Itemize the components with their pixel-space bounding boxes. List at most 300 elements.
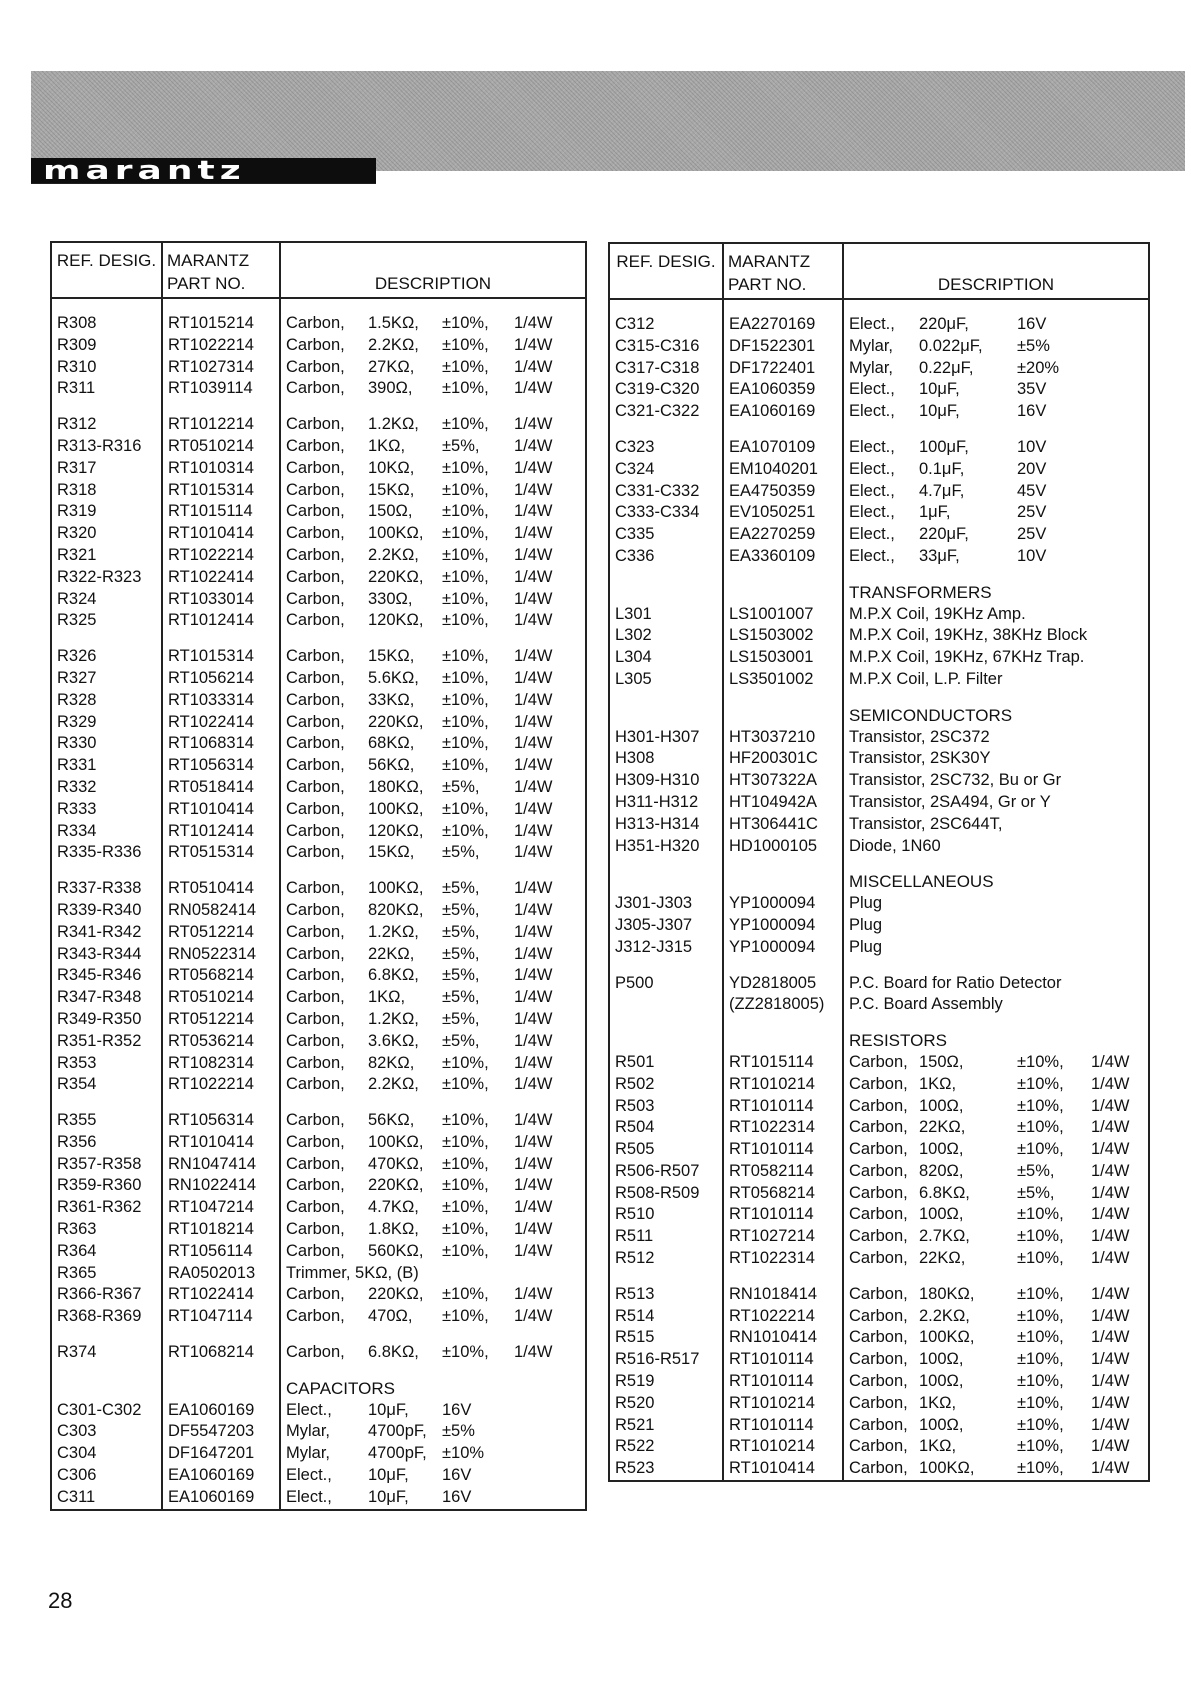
description-cell (280, 1154, 586, 1176)
table-row (609, 893, 1149, 915)
desc-rating: ±10%, (442, 335, 489, 354)
table-row (51, 1263, 586, 1285)
ref-desig-cell: C311 (51, 1487, 162, 1510)
part-no-cell: RT1015214 (162, 313, 280, 335)
description-cell (280, 944, 586, 966)
ref-desig-cell: R349-R350 (51, 1009, 162, 1031)
desc-rating: 16V (442, 1400, 472, 1419)
desc-type: Carbon, (286, 335, 345, 354)
desc-type: Carbon, (286, 647, 345, 666)
part-no-cell: RN1022414 (162, 1175, 280, 1197)
description-cell (280, 378, 586, 400)
table-row (51, 987, 586, 1009)
description-cell (280, 1443, 586, 1465)
desc-power: 1/4W (514, 1198, 553, 1217)
ref-desig-cell: R309 (51, 335, 162, 357)
brand-logo: marantz (31, 158, 376, 184)
table-row (51, 313, 586, 335)
description-cell (843, 1371, 1149, 1393)
table-row (51, 1443, 586, 1465)
col-header-description: DESCRIPTION (843, 243, 1149, 299)
desc-rating: ±10%, (442, 611, 489, 630)
desc-rating: 16V (442, 1466, 472, 1485)
desc-type: Carbon, (286, 690, 345, 709)
part-no-cell: EA2270169 (723, 314, 843, 336)
desc-value: 15KΩ, (368, 480, 415, 499)
desc-value: 2.7KΩ, (919, 1227, 970, 1246)
empty-cell (609, 705, 723, 727)
ref-desig-cell: H351-H320 (609, 836, 723, 858)
description-cell (843, 1349, 1149, 1371)
desc-type: Elect., (849, 546, 895, 565)
part-no-cell: RT0518414 (162, 777, 280, 799)
part-no-cell: RT1033014 (162, 589, 280, 611)
ref-desig-cell: C335 (609, 524, 723, 546)
desc-value: 1KΩ, (919, 1437, 957, 1456)
table-row (51, 1132, 586, 1154)
table-row (51, 1219, 586, 1241)
desc-type: Carbon, (286, 668, 345, 687)
ref-desig-cell: R513 (609, 1284, 723, 1306)
desc-power: 1/4W (514, 1111, 553, 1130)
part-no-cell: RT1012214 (162, 414, 280, 436)
table-row (51, 480, 586, 502)
ref-desig-cell: C317-C318 (609, 358, 723, 380)
ref-desig-cell: R345-R346 (51, 965, 162, 987)
description-cell (843, 358, 1149, 380)
description-cell (843, 1117, 1149, 1139)
desc-power: 1/4W (514, 1154, 553, 1173)
desc-type: Carbon, (849, 1372, 908, 1391)
desc-value: 0.1μF, (919, 459, 965, 478)
part-no-cell: RN0582414 (162, 900, 280, 922)
ref-desig-cell: C324 (609, 459, 723, 481)
description-cell (280, 987, 586, 1009)
description-cell (280, 1421, 586, 1443)
description-cell: M.P.X Coil, 19KHz, 67KHz Trap. (843, 647, 1149, 669)
desc-power: 1/4W (514, 756, 553, 775)
desc-value: 1.2KΩ, (368, 922, 419, 941)
desc-type: Elect., (849, 459, 895, 478)
desc-power: 1/4W (514, 415, 553, 434)
desc-power: 1/4W (1091, 1306, 1130, 1325)
ref-desig-cell: J301-J303 (609, 893, 723, 915)
part-no-cell: DF1522301 (723, 336, 843, 358)
description-cell (280, 1342, 586, 1364)
desc-rating: ±10%, (1017, 1096, 1064, 1115)
empty-cell (609, 691, 723, 705)
part-no-cell: RT1022414 (162, 1284, 280, 1306)
desc-power: 1/4W (514, 480, 553, 499)
part-no-cell: EA4750359 (723, 481, 843, 503)
ref-desig-cell: H301-H307 (609, 727, 723, 749)
col-header-ref-desig: REF. DESIG. (609, 243, 723, 299)
part-no-cell: RT1027214 (723, 1226, 843, 1248)
desc-rating: ±10%, (442, 1176, 489, 1195)
part-no-cell: RT0510414 (162, 878, 280, 900)
desc-power: 1/4W (514, 777, 553, 796)
table-row (609, 546, 1149, 568)
part-no-cell: RT1022314 (723, 1117, 843, 1139)
ref-desig-cell: R514 (609, 1306, 723, 1328)
table-header-row (609, 243, 1149, 299)
table-row (609, 459, 1149, 481)
desc-power: 1/4W (1091, 1393, 1130, 1412)
part-no-cell: RT1033314 (162, 690, 280, 712)
desc-type: Carbon, (849, 1205, 908, 1224)
ref-desig-cell: R308 (51, 313, 162, 335)
section-heading: SEMICONDUCTORS (843, 705, 1149, 727)
ref-desig-cell: C321-C322 (609, 401, 723, 423)
desc-type: Carbon, (286, 1154, 345, 1173)
description-cell (843, 336, 1149, 358)
table-row (51, 357, 586, 379)
desc-rating: ±10%, (442, 734, 489, 753)
spacer-row (609, 691, 1149, 705)
description-cell (280, 878, 586, 900)
desc-rating: ±5%, (442, 988, 480, 1007)
ref-desig-cell: R313-R316 (51, 436, 162, 458)
desc-value: 10μF, (919, 380, 960, 399)
empty-cell (723, 568, 843, 582)
desc-rating: ±5%, (442, 966, 480, 985)
table-row (609, 1096, 1149, 1118)
part-no-cell: RT1068214 (162, 1342, 280, 1364)
part-no-cell: EA1060359 (723, 379, 843, 401)
empty-cell (609, 857, 723, 871)
desc-rating: ±10%, (442, 1111, 489, 1130)
part-no-cell: HF200301C (723, 748, 843, 770)
ref-desig-cell: C323 (609, 437, 723, 459)
desc-rating: ±10%, (1017, 1227, 1064, 1246)
empty-cell (609, 568, 723, 582)
table-row (51, 1197, 586, 1219)
part-no-cell: LS1503001 (723, 647, 843, 669)
desc-power: 1/4W (514, 1307, 553, 1326)
table-row (51, 777, 586, 799)
desc-rating: ±5%, (442, 879, 480, 898)
empty-cell (280, 864, 586, 878)
description-cell (843, 1139, 1149, 1161)
desc-type: Carbon, (286, 922, 345, 941)
ref-desig-cell: C301-C302 (51, 1400, 162, 1422)
part-no-cell: DF5547203 (162, 1421, 280, 1443)
desc-value: 2.2KΩ, (368, 1075, 419, 1094)
desc-rating: ±10%, (442, 1220, 489, 1239)
table-row (609, 358, 1149, 380)
desc-rating: ±10%, (442, 1053, 489, 1072)
desc-value: 220μF, (919, 315, 969, 333)
desc-value: 100KΩ, (919, 1328, 975, 1347)
desc-rating: ±10%, (1017, 1118, 1064, 1137)
desc-value: 1.5KΩ, (368, 314, 419, 332)
desc-rating: 10V (1017, 546, 1047, 565)
empty-cell (51, 864, 162, 878)
desc-power: 1/4W (1091, 1437, 1130, 1456)
desc-power: 1/4W (514, 712, 553, 731)
description-cell (280, 1219, 586, 1241)
ref-desig-cell: C319-C320 (609, 379, 723, 401)
desc-power: 1/4W (514, 1285, 553, 1304)
desc-value: 1KΩ, (919, 1393, 957, 1412)
part-no-cell: RT0510214 (162, 436, 280, 458)
table-row (609, 437, 1149, 459)
section-heading: TRANSFORMERS (843, 582, 1149, 604)
desc-rating: ±10%, (1017, 1415, 1064, 1434)
desc-power: 1/4W (514, 690, 553, 709)
desc-value: 100KΩ, (368, 799, 424, 818)
empty-cell (51, 1364, 162, 1378)
table-row (609, 625, 1149, 647)
description-cell: Diode, 1N60 (843, 836, 1149, 858)
description-cell (280, 1487, 586, 1510)
ref-desig-cell: C333-C334 (609, 502, 723, 524)
desc-power: 1/4W (514, 900, 553, 919)
part-no-cell: RT0515314 (162, 842, 280, 864)
table-row (609, 937, 1149, 959)
desc-value: 150Ω, (919, 1052, 964, 1071)
description-cell: Transistor, 2SC732, Bu or Gr (843, 770, 1149, 792)
part-no-cell: RT1010114 (723, 1096, 843, 1118)
table-row (51, 523, 586, 545)
desc-type: Carbon, (286, 966, 345, 985)
part-no-cell: EM1040201 (723, 459, 843, 481)
desc-type: Carbon, (286, 567, 345, 586)
description-cell (280, 501, 586, 523)
part-no-cell: RN1047414 (162, 1154, 280, 1176)
desc-rating: ±5%, (442, 436, 480, 455)
part-no-cell: RT1022214 (162, 1074, 280, 1096)
ref-desig-cell: R515 (609, 1327, 723, 1349)
empty-cell (609, 959, 723, 973)
table-row (51, 944, 586, 966)
desc-rating: ±10%, (442, 502, 489, 521)
description-cell (280, 1074, 586, 1096)
empty-cell (723, 959, 843, 973)
desc-power: 1/4W (514, 1075, 553, 1094)
table-row (609, 1371, 1149, 1393)
desc-rating: ±10%, (1017, 1372, 1064, 1391)
desc-power: 1/4W (514, 545, 553, 564)
ref-desig-cell: L305 (609, 669, 723, 691)
table-row (609, 1393, 1149, 1415)
desc-rating: ±10%, (442, 379, 489, 398)
desc-value: 22KΩ, (368, 944, 415, 963)
desc-rating: ±10%, (442, 668, 489, 687)
description-cell (280, 567, 586, 589)
table-row (609, 669, 1149, 691)
empty-cell (723, 705, 843, 727)
part-no-cell: EA1060169 (162, 1465, 280, 1487)
desc-value: 470KΩ, (368, 1154, 424, 1173)
desc-value: 220μF, (919, 525, 969, 544)
desc-type: Carbon, (286, 436, 345, 455)
ref-desig-cell: R322-R323 (51, 567, 162, 589)
desc-type: Elect., (849, 437, 895, 456)
table-row (609, 1327, 1149, 1349)
part-no-cell: RT0512214 (162, 1009, 280, 1031)
table-row (51, 733, 586, 755)
ref-desig-cell: R318 (51, 480, 162, 502)
desc-type: Mylar, (849, 336, 894, 355)
ref-desig-cell: R364 (51, 1241, 162, 1263)
description-cell (280, 414, 586, 436)
table-row (609, 647, 1149, 669)
desc-power: 1/4W (1091, 1372, 1130, 1391)
empty-cell (723, 691, 843, 705)
desc-rating: 35V (1017, 380, 1047, 399)
description-cell (280, 1284, 586, 1306)
desc-value: 15KΩ, (368, 647, 415, 666)
part-no-cell: LS1001007 (723, 604, 843, 626)
desc-value: 56KΩ, (368, 756, 415, 775)
desc-power: 1/4W (1091, 1140, 1130, 1159)
desc-power: 1/4W (1091, 1074, 1130, 1093)
desc-value: 120KΩ, (368, 611, 424, 630)
ref-desig-cell: H308 (609, 748, 723, 770)
desc-type: Carbon, (286, 1053, 345, 1072)
part-no-cell: RT1022414 (162, 567, 280, 589)
desc-rating: ±10%, (1017, 1284, 1064, 1303)
desc-rating: ±10%, (442, 1307, 489, 1326)
description-cell: Transistor, 2SC372 (843, 727, 1149, 749)
desc-value: 4.7KΩ, (368, 1198, 419, 1217)
part-no-cell: RT1010214 (723, 1436, 843, 1458)
desc-type: Carbon, (286, 944, 345, 963)
desc-type: Carbon, (286, 589, 345, 608)
desc-rating: ±10%, (442, 524, 489, 543)
description-cell (280, 589, 586, 611)
desc-type: Carbon, (849, 1415, 908, 1434)
desc-type: Carbon, (286, 357, 345, 376)
part-no-cell: LS3501002 (723, 669, 843, 691)
desc-type: Carbon, (849, 1183, 908, 1202)
ref-desig-cell: R329 (51, 712, 162, 734)
part-no-cell: RT1022214 (162, 335, 280, 357)
ref-desig-cell: R516-R517 (609, 1349, 723, 1371)
desc-power: 1/4W (514, 966, 553, 985)
desc-rating: 25V (1017, 503, 1047, 522)
table-row (51, 922, 586, 944)
ref-desig-cell: R317 (51, 458, 162, 480)
ref-desig-cell: R508-R509 (609, 1183, 723, 1205)
table-row (51, 458, 586, 480)
description-cell (843, 459, 1149, 481)
desc-type: Carbon, (849, 1459, 908, 1478)
section-heading-row (609, 871, 1149, 893)
table-row (609, 1248, 1149, 1270)
desc-type: Mylar, (849, 358, 894, 377)
desc-value: 0.22μF, (919, 358, 974, 377)
empty-cell (609, 1270, 723, 1284)
description-cell: P.C. Board for Ratio Detector (843, 973, 1149, 995)
description-cell (280, 733, 586, 755)
desc-rating: ±10%, (442, 480, 489, 499)
table-row (51, 335, 586, 357)
part-no-cell: YP1000094 (723, 915, 843, 937)
desc-power: 1/4W (514, 843, 553, 862)
part-no-cell: RT1010114 (723, 1415, 843, 1437)
desc-value: 33μF, (919, 546, 960, 565)
col-header-ref-desig: REF. DESIG. (51, 242, 162, 298)
desc-rating: 45V (1017, 481, 1047, 500)
description-cell (843, 502, 1149, 524)
description-cell (280, 1009, 586, 1031)
empty-cell (843, 1270, 1149, 1284)
empty-cell (162, 1328, 280, 1342)
part-no-cell: RT0568214 (162, 965, 280, 987)
ref-desig-cell: R330 (51, 733, 162, 755)
part-no-cell: RT0536214 (162, 1031, 280, 1053)
part-no-cell: EA1070109 (723, 437, 843, 459)
desc-value: 180KΩ, (919, 1284, 975, 1303)
desc-type: Carbon, (286, 502, 345, 521)
description-cell (280, 712, 586, 734)
desc-type: Carbon, (286, 611, 345, 630)
desc-rating: ±5%, (1017, 1161, 1055, 1180)
desc-power: 1/4W (514, 668, 553, 687)
description-cell (280, 690, 586, 712)
desc-power: 1/4W (514, 1132, 553, 1151)
desc-type: Elect., (849, 503, 895, 522)
description-cell (280, 900, 586, 922)
part-no-cell: DF1722401 (723, 358, 843, 380)
desc-power: 1/4W (514, 1009, 553, 1028)
desc-value: 15KΩ, (368, 843, 415, 862)
ref-desig-cell: C312 (609, 314, 723, 336)
desc-value: 100Ω, (919, 1350, 964, 1369)
part-no-cell: EA3360109 (723, 546, 843, 568)
empty-cell (609, 423, 723, 437)
desc-rating: ±10%, (442, 1241, 489, 1260)
description-cell (280, 821, 586, 843)
empty-cell (51, 1378, 162, 1400)
empty-cell (280, 1096, 586, 1110)
table-row (609, 1415, 1149, 1437)
desc-rating: ±5%, (1017, 1183, 1055, 1202)
ref-desig-cell: R519 (609, 1371, 723, 1393)
description-cell (280, 1241, 586, 1263)
desc-rating: ±10%, (1017, 1052, 1064, 1071)
table-row (51, 799, 586, 821)
description-cell (280, 922, 586, 944)
ref-desig-cell: R312 (51, 414, 162, 436)
desc-value: 390Ω, (368, 379, 413, 398)
desc-rating: ±10%, (442, 821, 489, 840)
table-row (51, 1400, 586, 1422)
part-no-cell: RT1047114 (162, 1306, 280, 1328)
description-cell: M.P.X Coil, L.P. Filter (843, 669, 1149, 691)
desc-type: Carbon, (849, 1284, 908, 1303)
part-no-cell: LS1503002 (723, 625, 843, 647)
table-row (51, 545, 586, 567)
desc-rating: ±10%, (1017, 1074, 1064, 1093)
table-row (51, 842, 586, 864)
ref-desig-cell: H313-H314 (609, 814, 723, 836)
ref-desig-cell: R328 (51, 690, 162, 712)
table-row (51, 1154, 586, 1176)
part-no-cell: RT1022214 (723, 1306, 843, 1328)
description-cell (843, 1052, 1149, 1074)
table-row (51, 436, 586, 458)
ref-desig-cell: R366-R367 (51, 1284, 162, 1306)
desc-value: 2.2KΩ, (368, 335, 419, 354)
desc-type: Carbon, (849, 1328, 908, 1347)
section-heading-row (609, 705, 1149, 727)
desc-value: 820KΩ, (368, 900, 424, 919)
desc-type: Carbon, (286, 988, 345, 1007)
desc-power: 1/4W (1091, 1205, 1130, 1224)
